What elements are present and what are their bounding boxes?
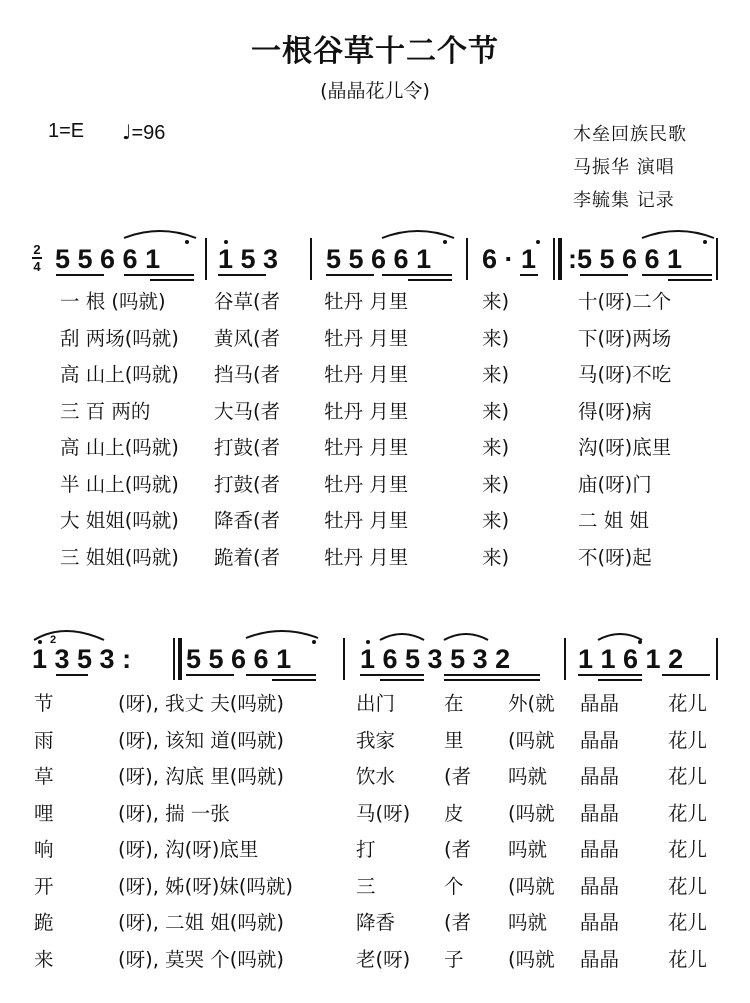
lyric-cell: 出门 xyxy=(356,692,396,715)
lyric-cell: (者 xyxy=(444,911,472,934)
lyric-cell: 皮 xyxy=(444,801,464,825)
lyric-cell: 黄风(者 xyxy=(214,326,281,350)
measure-3-notes: 5 5 6 6 1 xyxy=(326,244,432,274)
lyric-cell: 大 姐姐(吗就) xyxy=(60,509,179,532)
lyric-cell: (呀), 沟(呀)底里 xyxy=(118,838,259,861)
lyric-line xyxy=(34,834,707,871)
measure-2-notes: 1 5 3 xyxy=(218,244,279,274)
measure-6-notes: 1 3 5 3 : xyxy=(32,644,132,674)
credit-recorder: 李毓集 记录 xyxy=(573,190,675,211)
lyric-cell: 牡丹 月里 xyxy=(324,472,409,496)
lyric-cell: 开 xyxy=(34,874,54,898)
lyric-cell: 花儿 xyxy=(668,911,708,934)
lyric-cell: 牡丹 月里 xyxy=(324,509,409,532)
lyric-cell: 花儿 xyxy=(668,801,708,825)
lyric-cell: 晶晶 xyxy=(580,874,620,898)
lyric-line xyxy=(34,725,707,762)
lyric-cell: 打鼓(者 xyxy=(214,472,281,496)
lyric-cell: 牡丹 月里 xyxy=(324,545,409,569)
lyric-cell: 一 根 (吗就) xyxy=(60,290,166,313)
lyric-line xyxy=(34,798,707,835)
lyric-cell: 挡马(者 xyxy=(214,363,281,386)
credit-origin: 木垒回族民歌 xyxy=(573,124,687,145)
lyric-cell: 半 山上(吗就) xyxy=(60,472,179,496)
tempo-value: =96 xyxy=(131,122,166,144)
lyric-cell: 晶晶 xyxy=(580,947,620,971)
lyric-cell: 子 xyxy=(444,947,464,971)
lyric-cell: 晶晶 xyxy=(580,692,620,715)
lyric-line xyxy=(34,688,707,725)
lyric-cell: 来) xyxy=(482,326,510,350)
lyric-cell: 三 xyxy=(356,874,376,898)
lyric-line xyxy=(60,432,671,469)
lyric-cell: 高 山上(吗就) xyxy=(60,436,179,459)
lyric-cell: 饮水 xyxy=(356,765,396,788)
lyric-cell: 打鼓(者 xyxy=(214,436,281,459)
lyric-cell: 跪 xyxy=(34,911,54,934)
lyric-cell: 降香(者 xyxy=(214,509,281,532)
grace-note: 2 xyxy=(50,634,57,646)
lyric-line xyxy=(60,469,671,506)
lyric-cell: 牡丹 月里 xyxy=(324,290,409,313)
lyric-cell: 来) xyxy=(482,472,510,496)
lyric-line xyxy=(60,396,671,433)
lyric-cell: 花儿 xyxy=(668,728,708,752)
lyric-cell: 降香 xyxy=(356,911,396,934)
lyric-cell: 老(呀) xyxy=(356,947,411,971)
lyrics-system-2 xyxy=(34,688,707,980)
quarter-note-icon: ♩ xyxy=(122,120,132,144)
lyric-cell: 个 xyxy=(444,874,464,898)
lyric-cell: 来) xyxy=(482,509,510,532)
lyric-cell: 来 xyxy=(34,947,54,971)
lyric-cell: 牡丹 月里 xyxy=(324,363,409,386)
lyric-cell: 晶晶 xyxy=(580,728,620,752)
time-signature-top: 2 xyxy=(33,242,41,257)
lyric-cell: (吗就 xyxy=(508,801,555,825)
lyric-cell: (吗就 xyxy=(508,947,555,971)
key-signature: 1=E xyxy=(48,120,85,142)
lyric-cell: 吗就 xyxy=(508,838,548,861)
lyric-cell: 吗就 xyxy=(508,911,548,934)
lyric-cell: 不(呀)起 xyxy=(578,545,652,569)
lyric-cell: (呀), 该知 道(吗就) xyxy=(118,728,285,752)
lyric-cell: 来) xyxy=(482,290,510,313)
lyric-cell: 里 xyxy=(444,728,464,752)
lyric-cell: (者 xyxy=(444,765,472,788)
lyric-cell: 在 xyxy=(444,692,464,715)
lyric-cell: (者 xyxy=(444,838,472,861)
lyric-cell: 三 百 两的 xyxy=(60,399,151,423)
lyric-cell: 花儿 xyxy=(668,692,708,715)
lyric-line xyxy=(60,323,671,360)
lyric-cell: 打 xyxy=(356,838,376,861)
lyric-cell: 来) xyxy=(482,399,510,423)
song-title: 一根谷草十二个节 xyxy=(251,34,499,69)
lyric-line xyxy=(60,286,671,323)
lyric-cell: 节 xyxy=(34,692,54,715)
lyric-line xyxy=(34,761,707,798)
lyric-line xyxy=(60,542,671,579)
lyric-cell: 来) xyxy=(482,545,510,569)
lyric-cell: (呀), 揣 一张 xyxy=(118,801,230,825)
lyric-cell: (呀), 莫哭 个(吗就) xyxy=(118,947,285,971)
lyric-cell: 花儿 xyxy=(668,838,708,861)
lyric-cell: (吗就 xyxy=(508,874,555,898)
lyric-cell: 花儿 xyxy=(668,874,708,898)
measure-1-notes: 5 5 6 6 1 xyxy=(55,244,161,274)
lyric-cell: 谷草(者 xyxy=(214,290,281,313)
lyric-line xyxy=(60,359,671,396)
measure-9-notes: 1 1 6 1 2 xyxy=(578,644,684,674)
lyric-cell: (吗就 xyxy=(508,728,555,752)
lyric-line xyxy=(60,505,671,542)
lyric-cell: 外(就 xyxy=(508,692,555,715)
credit-performer: 马振华 演唱 xyxy=(573,157,675,178)
measure-4-notes: 6 · 1 xyxy=(482,244,537,274)
lyric-cell: (呀), 我丈 夫(吗就) xyxy=(118,692,285,715)
lyric-cell: 大马(者 xyxy=(214,399,281,423)
measure-5-notes: :5 5 6 6 1 xyxy=(568,244,683,274)
lyric-cell: (呀), 沟底 里(吗就) xyxy=(118,765,285,788)
lyric-cell: 来) xyxy=(482,436,510,459)
lyric-cell: 我家 xyxy=(356,728,396,752)
song-subtitle: (晶晶花儿令) xyxy=(320,80,430,102)
lyric-cell: 马(呀) xyxy=(356,801,411,825)
lyric-line xyxy=(34,944,707,981)
time-signature-bottom: 4 xyxy=(33,259,41,274)
lyric-cell: 晶晶 xyxy=(580,911,620,934)
lyric-cell: (呀), 姊(呀)妹(吗就) xyxy=(118,874,294,898)
lyric-cell: 下(呀)两场 xyxy=(578,326,672,350)
lyric-cell: 庙(呀)门 xyxy=(578,472,652,496)
lyric-cell: 马(呀)不吃 xyxy=(578,363,672,386)
lyric-cell: 来) xyxy=(482,363,510,386)
lyric-cell: 吗就 xyxy=(508,765,548,788)
lyric-cell: 牡丹 月里 xyxy=(324,326,409,350)
lyric-cell: 牡丹 月里 xyxy=(324,436,409,459)
lyric-cell: 晶晶 xyxy=(580,838,620,861)
lyric-cell: 沟(呀)底里 xyxy=(578,436,672,459)
lyric-cell: 跪着(者 xyxy=(214,545,281,569)
lyrics-system-1 xyxy=(60,286,671,578)
lyric-cell: 高 山上(吗就) xyxy=(60,363,179,386)
lyric-cell: 二 姐 姐 xyxy=(578,509,649,532)
lyric-cell: (呀), 二姐 姐(吗就) xyxy=(118,911,285,934)
lyric-cell: 三 姐姐(吗就) xyxy=(60,545,179,569)
measure-8-notes: 1 6 5 3 5 3 2 xyxy=(360,644,511,674)
lyric-cell: 雨 xyxy=(34,728,54,752)
lyric-cell: 晶晶 xyxy=(580,765,620,788)
lyric-cell: 晶晶 xyxy=(580,801,620,825)
lyric-cell: 草 xyxy=(34,765,54,788)
lyric-cell: 响 xyxy=(34,838,54,861)
lyric-cell: 得(呀)病 xyxy=(578,399,652,423)
lyric-cell: 哩 xyxy=(34,801,54,825)
lyric-cell: 花儿 xyxy=(668,765,708,788)
measure-7-notes: 5 5 6 6 1 xyxy=(186,644,292,674)
lyric-cell: 花儿 xyxy=(668,947,708,971)
lyric-line xyxy=(34,871,707,908)
lyric-cell: 十(呀)二个 xyxy=(578,290,672,313)
lyric-line xyxy=(34,907,707,944)
lyric-cell: 刮 两场(吗就) xyxy=(60,326,179,350)
lyric-cell: 牡丹 月里 xyxy=(324,399,409,423)
